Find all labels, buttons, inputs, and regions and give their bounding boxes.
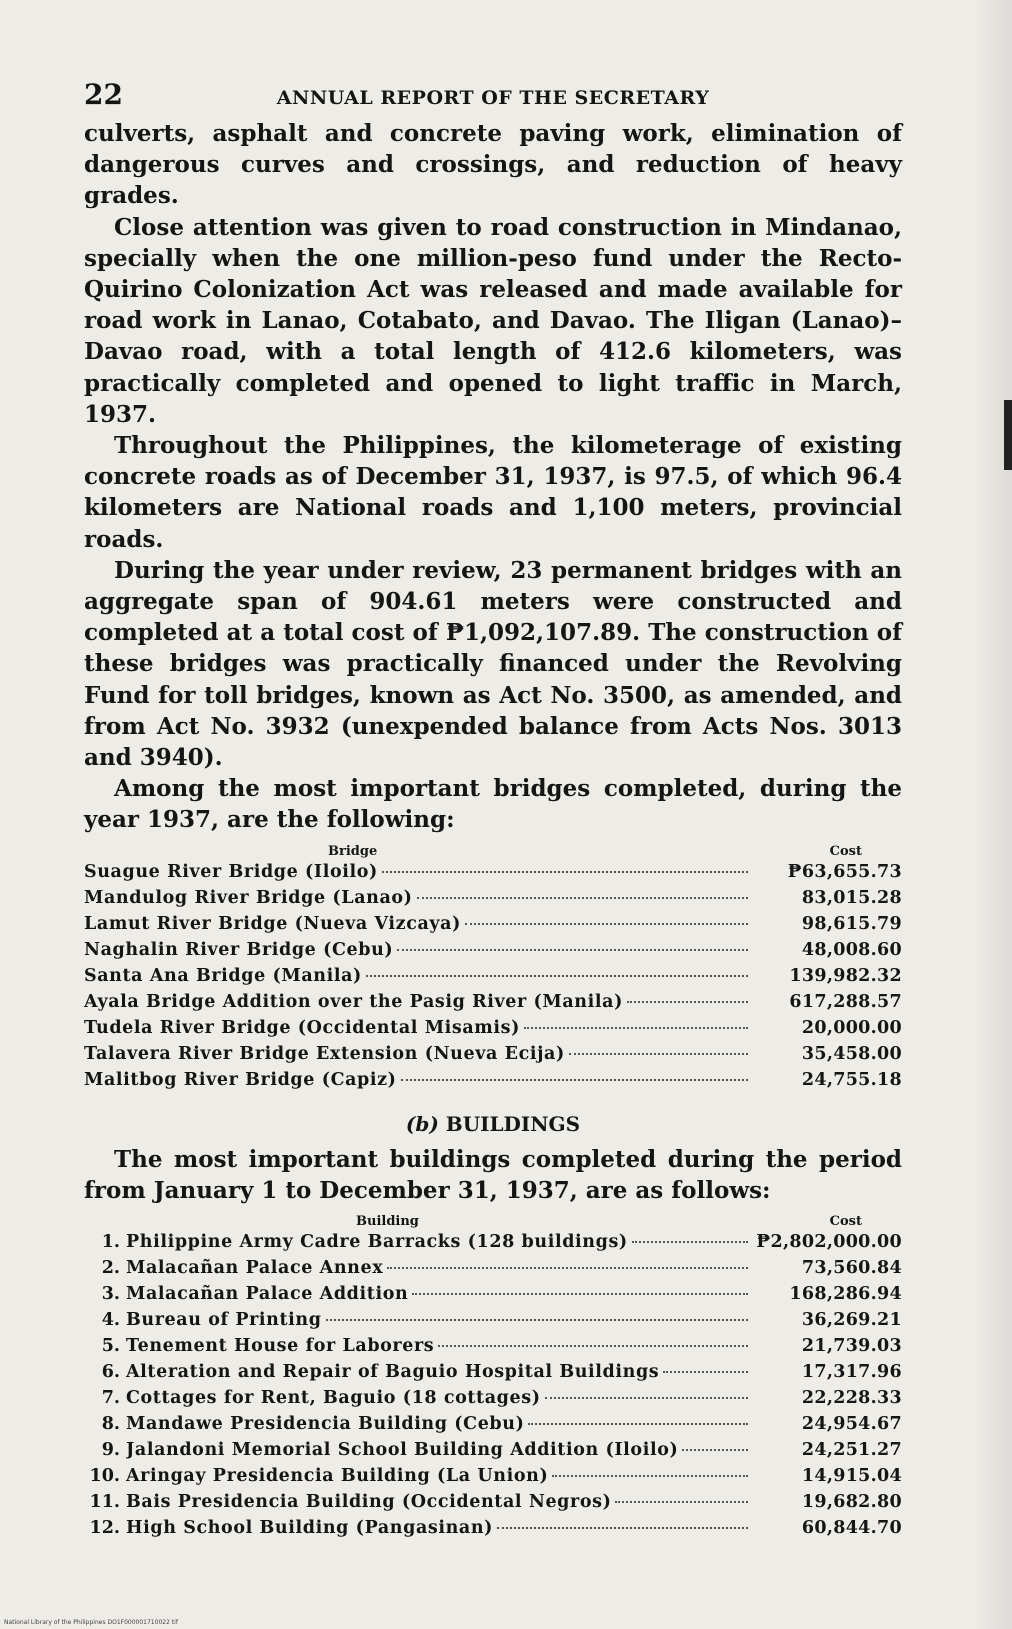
row-name-cell — [126, 1518, 752, 1538]
row-cost: 20,000.00 — [801, 1017, 902, 1038]
row-cost: 73,560.84 — [801, 1258, 902, 1279]
page-header — [84, 78, 902, 118]
row-name: Philippine Army Cadre Barracks (128 buildings) — [126, 1232, 628, 1253]
paragraph: Among the most important bridges completed, during the year 1937, are the following: — [84, 775, 902, 834]
row-name: Tenement House for Laborers — [126, 1336, 435, 1357]
table-row — [84, 992, 902, 1018]
row-name-cell — [126, 1232, 752, 1252]
page-shadow — [972, 0, 1012, 1629]
row-cost: 48,008.60 — [801, 939, 902, 960]
row-cost: 22,228.33 — [801, 1388, 902, 1409]
row-name: Santa Ana Bridge (Manila) — [84, 965, 362, 986]
row-name: High School Building (Pangasinan) — [126, 1518, 494, 1539]
row-name-cell — [84, 940, 752, 960]
column-header-building: Building — [356, 1214, 419, 1230]
table-row — [84, 966, 902, 992]
row-number: 9. — [101, 1440, 120, 1461]
table-row — [84, 1388, 902, 1414]
table-row — [84, 1362, 902, 1388]
table-row — [84, 1258, 902, 1284]
row-name: Suague River Bridge (Iloilo) — [84, 861, 378, 882]
row-name: Malacañan Palace Annex — [126, 1258, 384, 1279]
row-name-cell — [126, 1492, 752, 1512]
row-number: 12. — [89, 1518, 120, 1539]
archive-footer-note: National Library of the Philippines DO1F000001710022 tif — [4, 1619, 178, 1626]
dot-leader — [627, 1001, 748, 1003]
row-cost: 139,982.32 — [789, 965, 902, 986]
row-name: Bais Presidencia Building (Occidental Negros) — [126, 1492, 612, 1513]
section-heading: BUILDINGS — [445, 1111, 581, 1136]
row-name: Mandulog River Bridge (Lanao) — [84, 887, 413, 908]
row-name-cell — [126, 1310, 752, 1330]
row-cost: 35,458.00 — [801, 1043, 902, 1064]
row-name-cell — [84, 1044, 752, 1064]
column-header-cost: Cost — [829, 1214, 862, 1230]
table-row — [84, 1492, 902, 1518]
row-cost: 21,739.03 — [801, 1336, 902, 1357]
row-cost: 60,844.70 — [801, 1518, 902, 1539]
bridges-table — [84, 844, 902, 1096]
bridges-table-header — [84, 844, 902, 860]
row-cost: 24,954.67 — [801, 1414, 902, 1435]
row-name-cell — [126, 1440, 752, 1460]
column-header-cost: Cost — [829, 843, 862, 859]
dot-leader — [412, 1293, 748, 1295]
row-name: Talavera River Bridge Extension (Nueva Ecija) — [84, 1043, 565, 1064]
table-row — [84, 1070, 902, 1096]
row-name-cell — [126, 1362, 752, 1382]
row-cost: 14,915.04 — [801, 1466, 902, 1487]
table-row — [84, 1440, 902, 1466]
row-cost: 168,286.94 — [789, 1284, 902, 1305]
row-name: Jalandoni Memorial School Building Addition (Iloilo) — [126, 1440, 679, 1461]
dot-leader — [397, 949, 748, 951]
dot-leader — [569, 1053, 748, 1055]
section-letter: (b) — [405, 1111, 439, 1136]
buildings-rows — [84, 1232, 902, 1544]
paragraph: During the year under review, 23 permanent bridges with an aggregate span of 904.61 meters were constructed and completed at a total cost of ₱1,092,107.89. The construction of these bridges was practically financed under the Revolving Fund for toll bridges, known as Act No. 3500, as amended, and from Act No. 3932 (unexpended balance from Acts Nos. 3013 and 3940). — [84, 556, 902, 772]
table-row — [84, 1466, 902, 1492]
row-cost: ₱63,655.73 — [787, 861, 902, 882]
row-number: 1. — [101, 1232, 120, 1253]
dot-leader — [497, 1527, 748, 1529]
row-cost: 17,317.96 — [801, 1362, 902, 1383]
table-row — [84, 1284, 902, 1310]
row-number: 3. — [101, 1284, 120, 1305]
row-name-cell — [84, 1018, 752, 1038]
row-name-cell — [126, 1284, 752, 1304]
row-name: Cottages for Rent, Baguio (18 cottages) — [126, 1388, 541, 1409]
row-name: Mandawe Presidencia Building (Cebu) — [126, 1414, 525, 1435]
dot-leader — [552, 1475, 748, 1477]
row-cost: 24,251.27 — [801, 1440, 902, 1461]
table-row — [84, 914, 902, 940]
dot-leader — [524, 1027, 748, 1029]
row-cost: 19,682.80 — [801, 1492, 902, 1513]
running-head: ANNUAL REPORT OF THE SECRETARY — [276, 87, 710, 109]
row-name: Bureau of Printing — [126, 1310, 322, 1331]
row-name: Malacañan Palace Addition — [126, 1284, 409, 1305]
edge-mark — [1004, 400, 1012, 470]
row-name: Malitbog River Bridge (Capiz) — [84, 1069, 397, 1090]
dot-leader — [326, 1319, 748, 1321]
row-cost: 617,288.57 — [789, 991, 902, 1012]
dot-leader — [382, 871, 748, 873]
dot-leader — [615, 1501, 748, 1503]
dot-leader — [663, 1371, 748, 1373]
dot-leader — [632, 1241, 748, 1243]
row-name-cell — [84, 1070, 752, 1090]
table-row — [84, 1414, 902, 1440]
table-row — [84, 940, 902, 966]
page-number: 22 — [84, 78, 123, 111]
row-name: Alteration and Repair of Baguio Hospital Buildings — [126, 1362, 660, 1383]
table-row — [84, 862, 902, 888]
row-name: Aringay Presidencia Building (La Union) — [126, 1466, 549, 1487]
table-row — [84, 1518, 902, 1544]
dot-leader — [528, 1423, 748, 1425]
row-name-cell — [126, 1414, 752, 1434]
table-row — [84, 1310, 902, 1336]
row-number: 11. — [89, 1492, 120, 1513]
row-name-cell — [84, 914, 752, 934]
dot-leader — [438, 1345, 748, 1347]
row-name-cell — [84, 888, 752, 908]
dot-leader — [545, 1397, 748, 1399]
dot-leader — [387, 1267, 748, 1269]
row-number: 5. — [101, 1336, 120, 1357]
row-cost: 83,015.28 — [801, 887, 902, 908]
row-cost: ₱2,802,000.00 — [756, 1232, 902, 1253]
table-row — [84, 1232, 902, 1258]
row-name: Ayala Bridge Addition over the Pasig River (Manila) — [84, 991, 623, 1012]
row-name-cell — [84, 862, 752, 882]
dot-leader — [401, 1079, 748, 1081]
row-name-cell — [126, 1336, 752, 1356]
row-number: 8. — [101, 1414, 120, 1435]
buildings-intro: The most important buildings completed during the period from January 1 to December 31, 1937, are as follows: — [84, 1145, 902, 1204]
row-name: Tudela River Bridge (Occidental Misamis) — [84, 1017, 521, 1038]
column-header-bridge: Bridge — [328, 843, 378, 859]
row-cost: 24,755.18 — [801, 1069, 902, 1090]
buildings-table — [84, 1214, 902, 1544]
paragraph: Throughout the Philippines, the kilometerage of existing concrete roads as of December 31, 1937, is 97.5, of which 96.4 kilometers are National roads and 1,100 meters, provincial roads. — [84, 432, 902, 553]
row-name-cell — [126, 1466, 752, 1486]
table-row — [84, 1336, 902, 1362]
row-number: 2. — [101, 1258, 120, 1279]
dot-leader — [682, 1449, 748, 1451]
table-row — [84, 1018, 902, 1044]
table-row — [84, 888, 902, 914]
row-name-cell — [126, 1258, 752, 1278]
row-cost: 98,615.79 — [801, 913, 902, 934]
buildings-table-header — [84, 1214, 902, 1230]
bridges-rows — [84, 862, 902, 1096]
row-name-cell — [84, 966, 752, 986]
paragraph: Close attention was given to road construction in Mindanao, specially when the one million-peso fund under the Recto-Quirino Colonization Act was released and made available for road work in Lanao, Cotabato, and Davao. The Iligan (Lanao)–Davao road, with a total length of 412.6 kilometers, was practically completed and opened to light traffic in March, 1937. — [84, 213, 902, 428]
row-cost: 36,269.21 — [801, 1310, 902, 1331]
section-title — [84, 1112, 902, 1136]
row-number: 4. — [101, 1310, 120, 1331]
buildings-intro-block — [84, 1144, 902, 1206]
dot-leader — [366, 975, 748, 977]
dot-leader — [465, 923, 748, 925]
paragraph: culverts, asphalt and concrete paving work, elimination of dangerous curves and crossings, and reduction of heavy grades. — [84, 120, 902, 210]
row-number: 7. — [101, 1388, 120, 1409]
body-text — [84, 118, 902, 836]
table-row — [84, 1044, 902, 1070]
dot-leader — [417, 897, 748, 899]
row-name: Naghalin River Bridge (Cebu) — [84, 939, 394, 960]
row-name-cell — [84, 992, 752, 1012]
row-name-cell — [126, 1388, 752, 1408]
row-number: 10. — [89, 1466, 120, 1487]
row-name: Lamut River Bridge (Nueva Vizcaya) — [84, 913, 461, 934]
row-number: 6. — [101, 1362, 120, 1383]
document-page — [84, 78, 902, 1544]
